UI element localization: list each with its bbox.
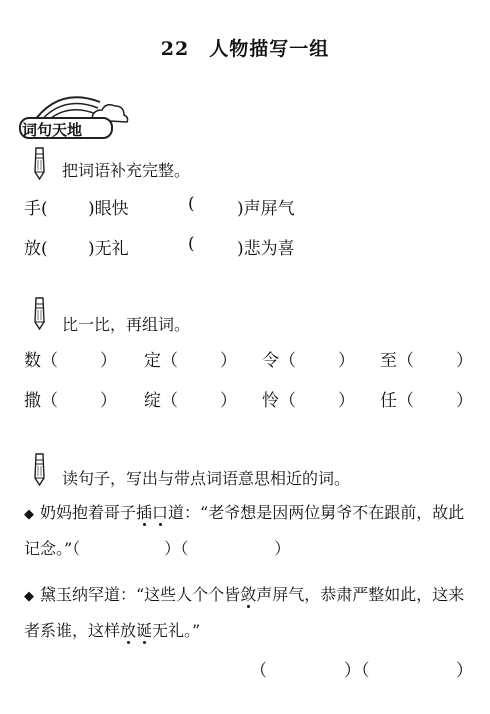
word-part: ( xyxy=(188,234,195,254)
question-2-answer xyxy=(0,656,490,680)
word-part: 任（ xyxy=(380,391,414,411)
word-part: 放( xyxy=(24,239,48,259)
q1-text-pre: 奶妈抱着哥子 xyxy=(40,503,137,522)
word-part: 怜（ xyxy=(262,391,296,411)
word-part: ） xyxy=(220,391,237,411)
section2-row1 xyxy=(0,346,490,370)
answer-blank: ）（ xyxy=(344,661,370,681)
page-title: 22 人物描写一组 xyxy=(160,38,330,60)
word-part: 至（ xyxy=(380,351,414,371)
dotted-char: 插 xyxy=(136,503,153,522)
q2-text-post: 声屏气，恭肃严整如此，这来者系谁，这样 xyxy=(24,585,465,640)
q1-blank-close: ）（ xyxy=(164,539,189,558)
q2-text-post2: 无礼。” xyxy=(152,621,201,640)
word-part: )声屏气 xyxy=(237,199,295,219)
q1-blank-end: ） xyxy=(274,539,291,558)
section-label: 词句天地 xyxy=(22,121,83,139)
q2-text-pre: 黛玉纳罕道：“这些人个个皆 xyxy=(40,585,241,604)
question-1 xyxy=(24,496,470,566)
word-part: 手( xyxy=(24,199,48,219)
dotted-char: 口 xyxy=(152,503,169,522)
word-part: 令（ xyxy=(262,351,296,371)
bullet-icon: ◆ xyxy=(24,507,34,522)
section1-row1 xyxy=(0,194,490,218)
word-part: 绽（ xyxy=(144,391,178,411)
bullet-icon: ◆ xyxy=(24,589,34,604)
dotted-char: 放 xyxy=(120,621,137,640)
word-part: ） xyxy=(338,391,355,411)
section1-instruction: 把词语补充完整。 xyxy=(62,161,191,180)
word-part: ） xyxy=(220,351,237,371)
word-part: ( xyxy=(188,194,195,214)
answer-blank: ） xyxy=(456,661,473,681)
word-part: 撒（ xyxy=(24,391,58,411)
section2-row2 xyxy=(0,386,490,410)
dotted-char: 诞 xyxy=(136,621,153,640)
dotted-char: 敛 xyxy=(240,585,257,604)
word-part: 定（ xyxy=(144,351,178,371)
word-part: ） xyxy=(338,351,355,371)
pencil-icon xyxy=(32,296,46,330)
word-part: )眼快 xyxy=(88,199,129,219)
q1-text-post: 道：“老爷想是因两位舅爷不在跟前，故此记念。”（ xyxy=(24,503,465,558)
question-2 xyxy=(24,578,470,648)
word-part: )无礼 xyxy=(88,239,129,259)
word-part: 数（ xyxy=(24,351,58,371)
word-part: )悲为喜 xyxy=(237,239,295,259)
section2-instruction: 比一比，再组词。 xyxy=(62,315,191,334)
section3-instruction: 读句子，写出与带点词语意思相近的词。 xyxy=(62,469,351,488)
word-part: ） xyxy=(456,391,473,411)
word-part: ） xyxy=(100,351,117,371)
pencil-icon xyxy=(32,146,46,180)
word-part: ） xyxy=(100,391,117,411)
pencil-icon xyxy=(32,452,46,486)
section1-row2 xyxy=(0,234,490,258)
answer-blank: （ xyxy=(250,661,267,681)
word-part: ） xyxy=(456,351,473,371)
